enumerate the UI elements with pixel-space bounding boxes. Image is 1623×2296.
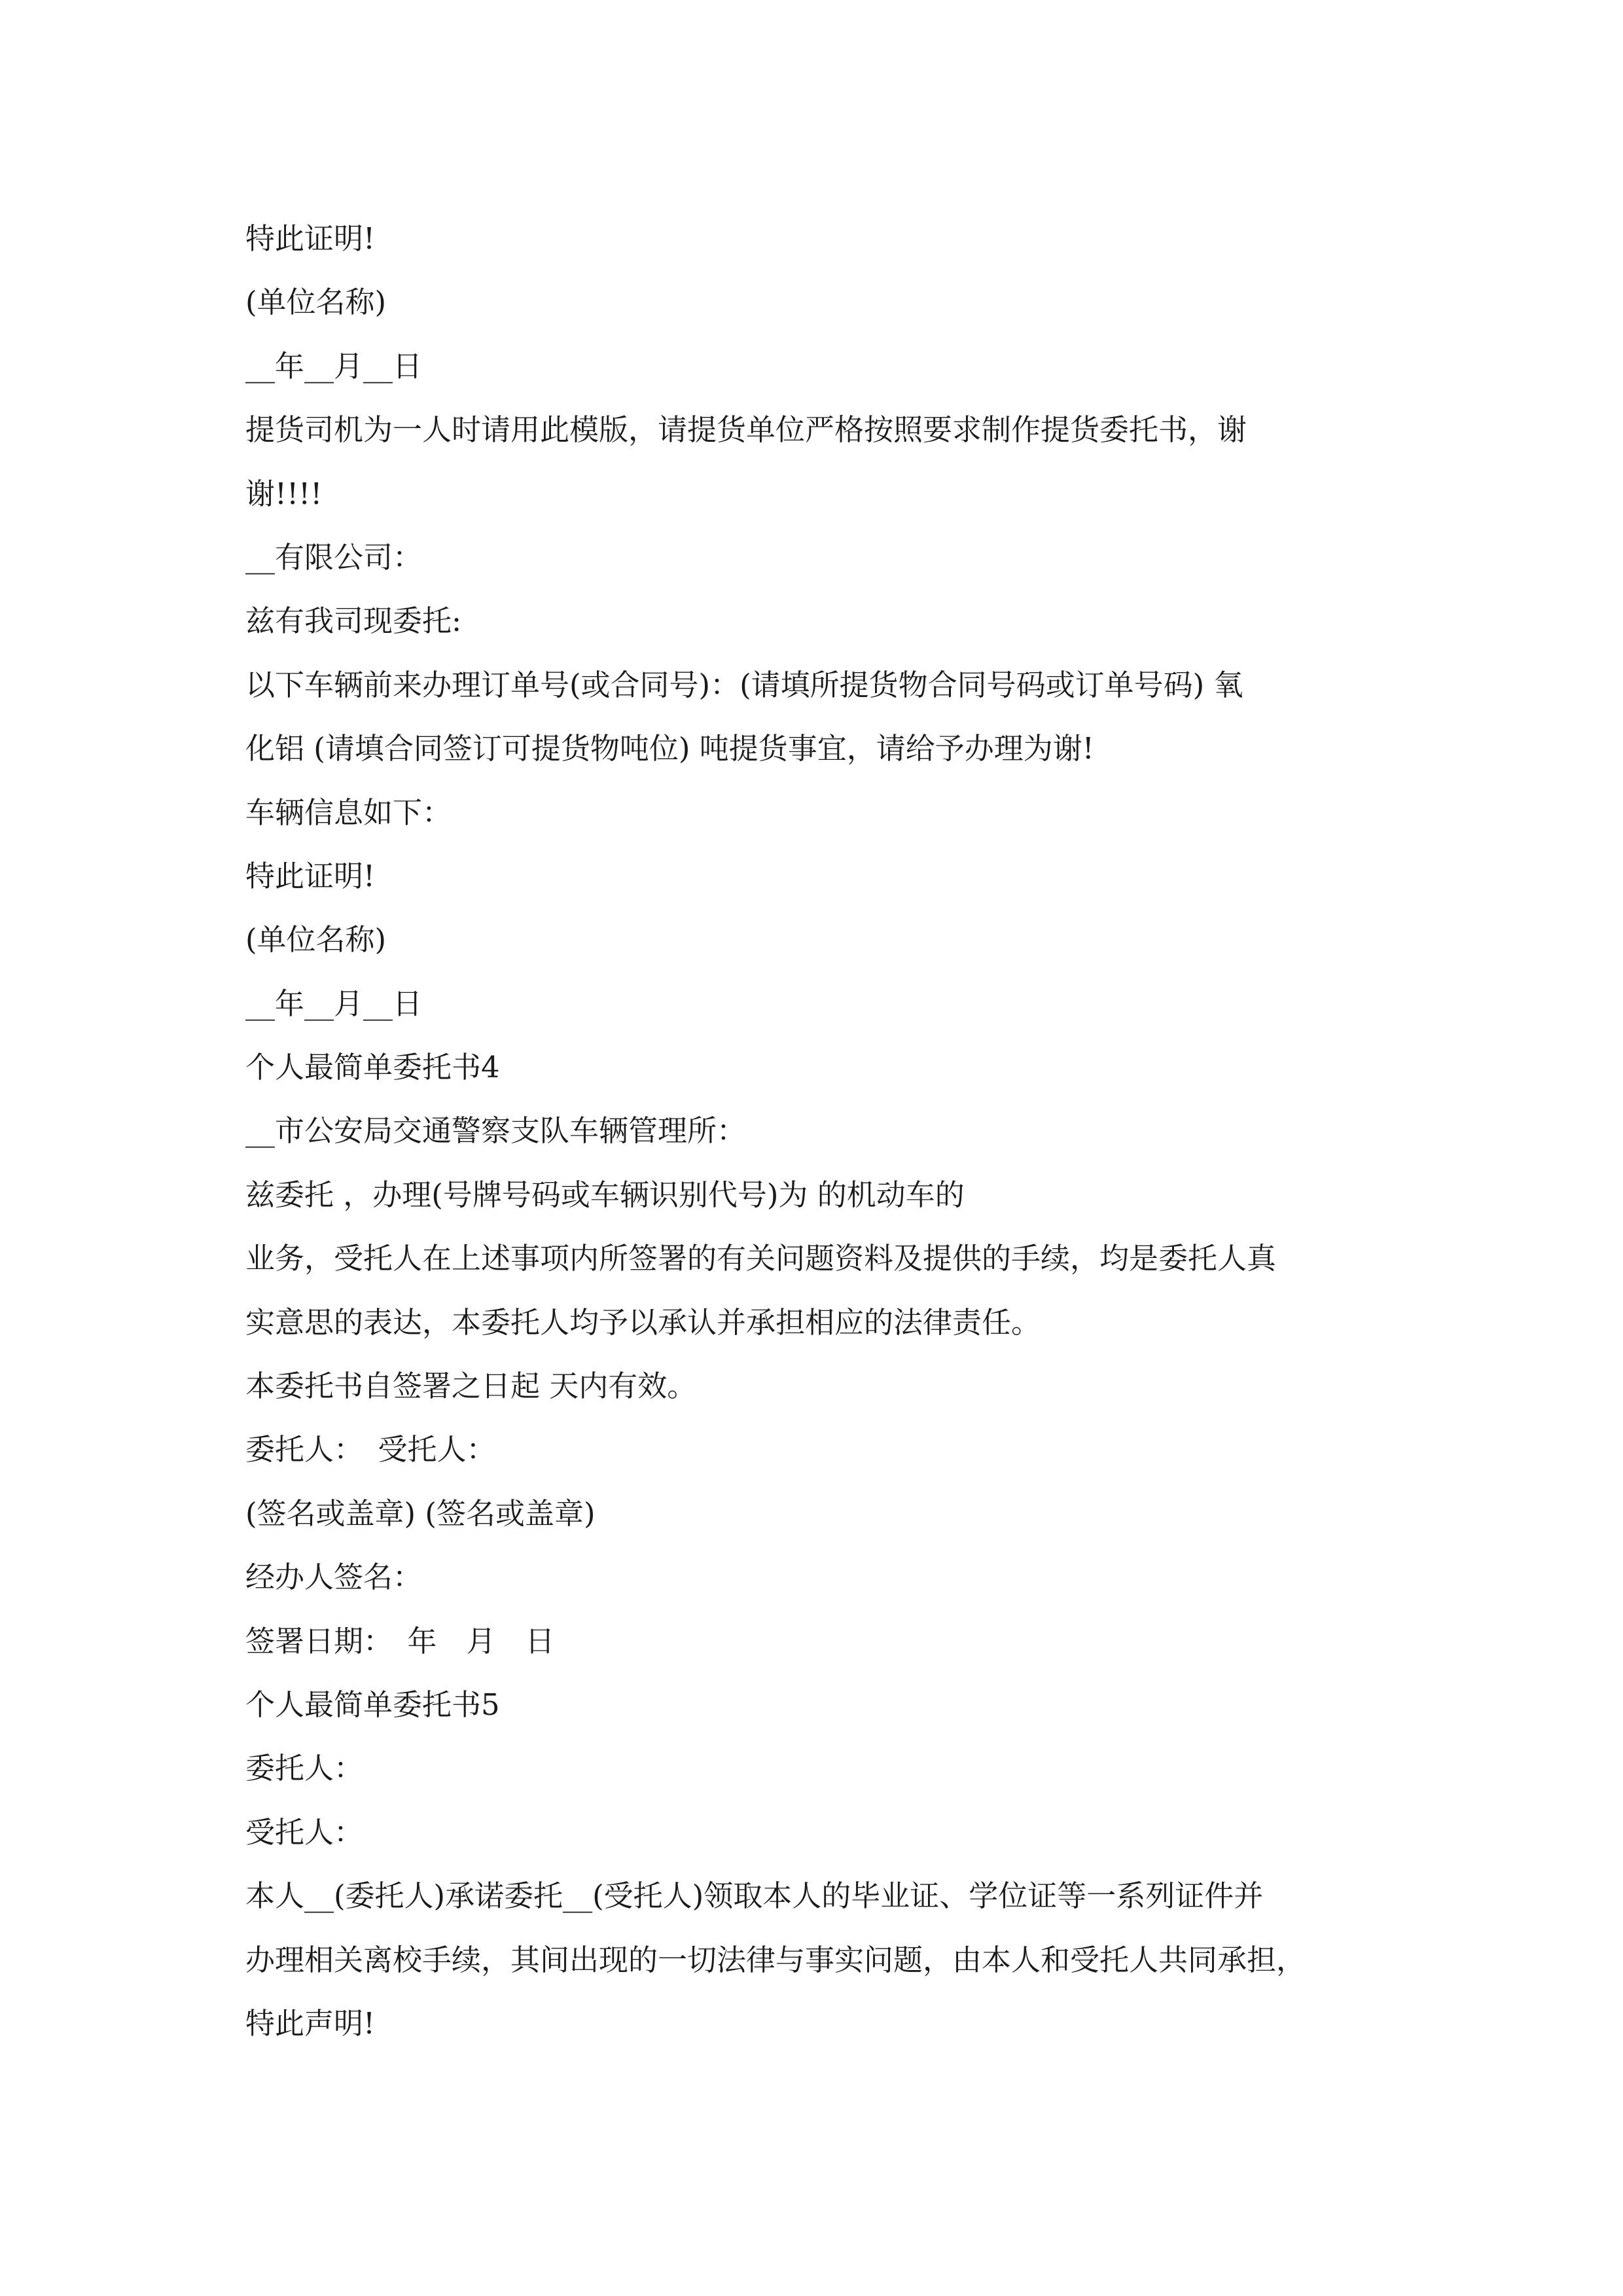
text-line: 委托人： (245, 1751, 364, 1786)
text-line: 本委托书自签署之日起 天内有效。 (245, 1369, 697, 1404)
text-line: 以下车辆前来办理订单号(或合同号)：(请填所提货物合同号码或订单号码) 氧 (245, 667, 1243, 702)
text-line: (单位名称) (245, 922, 387, 958)
text-line: 特此证明! (245, 858, 376, 893)
text-line: 化铝 (请填合同签订可提货物吨位) 吨提货事宜，请给予办理为谢! (245, 731, 1094, 766)
text-line: 特此证明! (245, 221, 376, 256)
text-line: 提货司机为一人时请用此模版，请提货单位严格按照要求制作提货委托书，谢 (245, 412, 1247, 448)
text-line: 委托人： 受托人： (245, 1432, 496, 1467)
text-line: 受托人： (245, 1814, 364, 1850)
text-line: 车辆信息如下： (245, 795, 452, 830)
text-line: 实意思的表达，本委托人均予以承认并承担相应的法律责任。 (245, 1304, 1041, 1340)
text-line: 兹委托 ，办理(号牌号码或车辆识别代号)为 的机动车的 (245, 1177, 965, 1212)
text-line: 兹有我司现委托: (245, 603, 462, 639)
text-line: __市公安局交通警察支队车辆管理所： (245, 1113, 747, 1149)
text-line: __年__月__日 (245, 986, 423, 1021)
text-line: (单位名称) (245, 285, 387, 320)
text-line: 业务，受托人在上述事项内所签署的有关问题资料及提供的手续，均是委托人真 (245, 1241, 1277, 1276)
text-line: 本人__(委托人)承诺委托__(受托人)领取本人的毕业证、学位证等一系列证件并 (245, 1878, 1264, 1914)
section-heading: 个人最简单委托书4 (245, 1050, 500, 1085)
text-line: 办理相关离校手续，其间出现的一切法律与事实问题，由本人和受托人共同承担， (245, 1942, 1306, 1977)
text-line: __年__月__日 (245, 348, 423, 384)
section-heading: 个人最简单委托书5 (245, 1687, 500, 1722)
text-line: __有限公司： (245, 539, 423, 575)
document-body (245, 207, 1381, 2055)
text-line: 签署日期： 年 月 日 (245, 1623, 555, 1659)
text-line: 经办人签名： (245, 1560, 423, 1595)
text-line: (签名或盖章) (签名或盖章) (245, 1496, 596, 1531)
text-line: 特此声明! (245, 2005, 376, 2041)
text-line: 谢!!!! (245, 476, 323, 511)
